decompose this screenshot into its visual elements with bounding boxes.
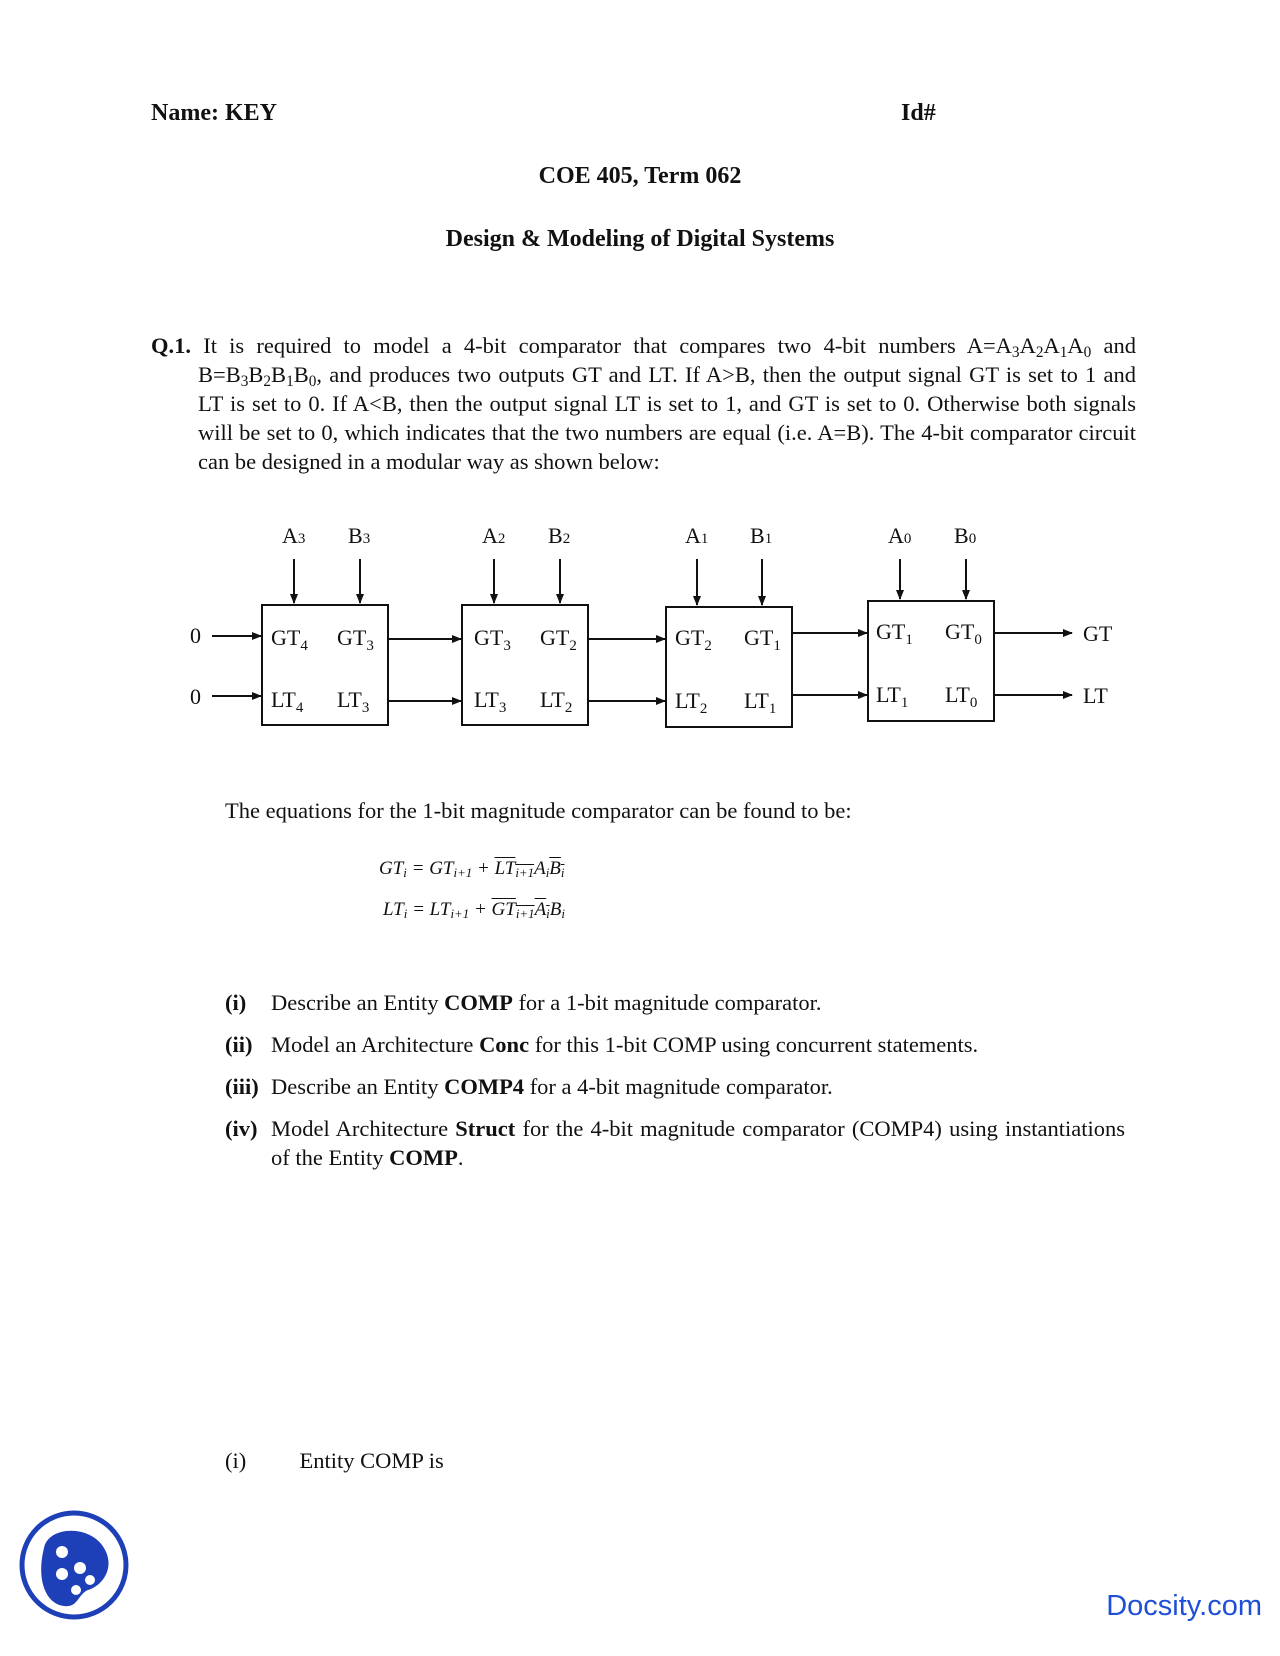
docsity-brand: Docsity.com [1106,1590,1262,1622]
svg-text:A2: A2 [482,523,506,548]
svg-text:LT1: $LT_1$ [744,688,777,717]
block0-gt-out: GT [945,619,975,644]
svg-text:B0: B0 [954,523,977,548]
block3-gt-in: GT [271,625,301,650]
question-1: Q.1. It is required to model a 4-bit comparator that compares two 4-bit numbers $A=A_3A_2A_1A_0$ and $B=B_3B_2B_1B_0$, and produces two outputs GT and LT. If A>B, then the output signal GT is set to 1 and LT is set to 0. If A<B, then the output signal LT is set to 1, and GT is set to 0. Otherwise both signals will be set to 0, which indicates that the two numbers are equal (i.e. A=B). The 4-bit comparator circuit can be designed in a modular way as shown below: [151,333,1136,474]
block3-lt-in: LT [271,687,296,712]
question-parts [225,988,1125,1185]
input-a1: A [685,523,701,548]
svg-text:A0: A0 [888,523,912,548]
svg-text:GT4: $GT_4$ [271,625,308,654]
course-code: COE 405, Term 062 [538,163,742,189]
equation-lt: $LT_i = LT_{i+1} + GT_{i+1}A_iB_i$ [383,899,565,922]
input-b2: B [548,523,563,548]
input-a0: A [888,523,904,548]
comparator-diagram [0,500,1280,760]
input-b0: B [954,523,969,548]
answer-number: (i) [225,1448,247,1473]
block0-gt-in: GT [876,619,906,644]
id-label: Id# [901,100,936,126]
block3-lt-out: LT [337,687,362,712]
block2-lt-out: LT [540,687,565,712]
svg-text:GT0: $GT_0$ [945,619,982,648]
svg-text:B3: B3 [348,523,371,548]
answer-text: Entity COMP is [299,1448,444,1473]
block2-gt-in: GT [474,625,504,650]
equations-intro: The equations for the 1-bit magnitude comparator can be found to be: [225,798,852,823]
block3-gt-out: GT [337,625,367,650]
input-a2: A [482,523,498,548]
block1-gt-out: GT [744,625,774,650]
part-iii: (iii) Describe an Entity COMP4 for a 4-bit magnitude comparator. [225,1074,833,1099]
input-a3: A [282,523,298,548]
name-label: Name: KEY [151,100,277,126]
question-text-a: It is required to model a 4-bit comparator that compares two 4-bit numbers A=A [191,333,1012,358]
part-i: (i) Describe an Entity COMP for a 1-bit magnitude comparator. [225,990,822,1015]
svg-text:A1: A1 [685,523,709,548]
svg-text:GT2: $GT_2$ [675,625,712,654]
svg-text:LT1: $LT_1$ [876,682,909,711]
part-ii: (ii) Model an Architecture Conc for this 1-bit COMP using concurrent statements. [225,1032,979,1057]
gt-output-label: GT [1083,621,1113,646]
svg-text:GT1: $GT_1$ [876,619,913,648]
block2-gt-out: GT [540,625,570,650]
block1-lt-out: LT [744,688,769,713]
lt-output-label: LT [1083,683,1108,708]
gt-input-zero: 0 [190,623,201,648]
svg-text:GT1: $GT_1$ [744,625,781,654]
svg-text:B1: B1 [750,523,773,548]
question-text-b: , and produces two outputs GT and LT. If A>B, then the output signal GT is set to 1 and LT is set to 0. If A<B, then the output signal LT is set to 1, and GT is set to 0. Otherwise both signals will be set to 0, which indicates that the two numbers are equal (i.e. A=B). The 4-bit comparator circuit can be designed in a modular way as shown below: [198,362,1136,474]
question-number: Q.1. [151,333,192,358]
answer-section [225,1448,444,1474]
block0-lt-in: LT [876,682,901,707]
lt-input-zero: 0 [190,684,201,709]
part-iv: (iv) Model Architecture Struct for the 4-bit magnitude comparator (COMP4) using instantiations of the Entity COMP. [225,1116,1126,1170]
equation-gt: $GT_i = GT_{i+1} + LT_{i+1}A_iB_i$ [379,858,565,881]
svg-text:B2: B2 [548,523,571,548]
block0-lt-out: LT [945,682,970,707]
svg-text:LT3: $LT_3$ [337,687,370,716]
svg-text:LT4: $LT_4$ [271,687,304,716]
block1-gt-in: GT [675,625,705,650]
svg-text:GT2: $GT_2$ [540,625,577,654]
block1-lt-in: LT [675,688,700,713]
input-b1: B [750,523,765,548]
svg-text:GT3: $GT_3$ [474,625,511,654]
svg-text:LT0: $LT_0$ [945,682,978,711]
course-title: Design & Modeling of Digital Systems [445,226,835,252]
svg-text:A3: A3 [282,523,306,548]
docsity-logo-icon [18,1508,130,1622]
svg-text:LT2: $LT_2$ [675,688,708,717]
input-b3: B [348,523,363,548]
svg-text:LT3: $LT_3$ [474,687,507,716]
svg-text:LT2: $LT_2$ [540,687,573,716]
svg-text:GT3: $GT_3$ [337,625,374,654]
block2-lt-in: LT [474,687,499,712]
